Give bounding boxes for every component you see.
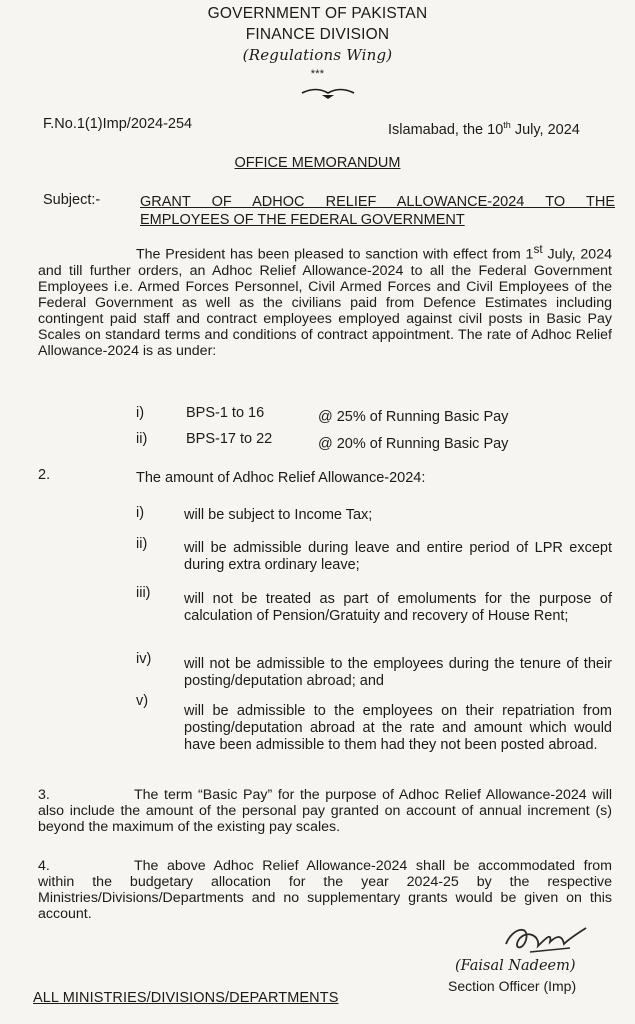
para4-number: 4. — [38, 858, 50, 874]
list-item-number: iv) — [136, 651, 152, 667]
para3-text: The term “Basic Pay” for the purpose of Adhoc Relief Allowance-2024 will also include the amount of the personal pay granted on account of annual increment (s) beyond the maximum of the existing pay scales. — [38, 787, 612, 835]
subject-line-2: EMPLOYEES OF THE FEDERAL GOVERNMENT — [140, 212, 465, 228]
rate-scale: BPS-1 to 16 — [186, 405, 265, 421]
paragraph-3 — [38, 787, 612, 835]
signatory-title: Section Officer (Imp) — [448, 978, 577, 994]
ornament-icon — [298, 84, 358, 100]
rate-number: ii) — [136, 431, 148, 447]
paragraph-4 — [38, 858, 612, 922]
header-stars: *** — [310, 68, 325, 80]
place-date-prefix: Islamabad, the 10 — [388, 121, 504, 138]
rate-value: @ 25% of Running Basic Pay — [318, 409, 509, 425]
list-item-number: ii) — [136, 536, 148, 552]
list-item-text: will not be admissible to the employees during the tenure of their posting/deputation abroad; and — [184, 656, 612, 689]
list-item-number: i) — [136, 505, 145, 521]
para2-intro: The amount of Adhoc Relief Allowance-2024: — [136, 470, 426, 486]
list-item-text: will be admissible to the employees on their repatriation from posting/deputation abroad at the rate and amount which would have been admissible to them had they not been posted abroad. — [184, 703, 612, 753]
signature-icon — [500, 918, 590, 960]
list-item-number: iii) — [136, 585, 151, 601]
list-item-number: v) — [136, 693, 149, 709]
addressee: ALL MINISTRIES/DIVISIONS/DEPARTMENTS — [33, 990, 339, 1006]
para3-number: 3. — [38, 787, 50, 803]
list-item-text: will be subject to Income Tax; — [184, 507, 373, 523]
para1-text-2: July, 2024 and till further orders, an Adhoc Relief Allowance-2024 to all the Federal Government Employees i.e. Armed Forces Personnel, Civil Armed Forces and Civil Employees of the Federal Government as well as the civilians paid from Defence Estimates including contingent paid staff and contract employees employed against civil posts in Basic Pay Scales on standard terms and conditions of contract appointment. The rate of Adhoc Relief Allowance-2024 is as under: — [38, 246, 612, 359]
place-date-suffix: July, 2024 — [510, 121, 580, 138]
para4-text: The above Adhoc Relief Allowance-2024 shall be accommodated from within the budgetary allocation for the year 2024-25 by the respective Ministries/Divisions/Departments and no supplementary grants would be given on this account. — [38, 858, 612, 922]
subject-line-1: GRANT OF ADHOC RELIEF ALLOWANCE-2024 TO THE — [140, 194, 615, 210]
rate-value: @ 20% of Running Basic Pay — [318, 436, 509, 452]
header-government: GOVERNMENT OF PAKISTAN — [207, 5, 428, 22]
list-item-text: will be admissible during leave and entire period of LPR except during extra ordinary leave; — [184, 540, 612, 573]
para2-number: 2. — [38, 467, 51, 483]
header-wing: (Regulations Wing) — [242, 46, 393, 64]
paragraph-1 — [38, 241, 612, 359]
place-date — [388, 120, 580, 138]
memo-title: OFFICE MEMORANDUM — [234, 155, 401, 171]
list-item-text: will not be treated as part of emoluments for the purpose of calculation of Pension/Gratuity and recovery of House Rent; — [184, 591, 612, 624]
rate-scale: BPS-17 to 22 — [186, 431, 273, 447]
place-date-sup: th — [503, 120, 511, 130]
signatory-name: (Faisal Nadeem) — [455, 958, 576, 974]
rate-number: i) — [136, 405, 145, 421]
para1-sup: st — [533, 242, 543, 256]
header-division: FINANCE DIVISION — [245, 26, 390, 43]
file-number: F.No.1(1)Imp/2024-254 — [43, 116, 193, 132]
subject-label: Subject:- — [43, 192, 101, 208]
para1-text: The President has been pleased to sanction with effect from 1 — [136, 246, 534, 263]
